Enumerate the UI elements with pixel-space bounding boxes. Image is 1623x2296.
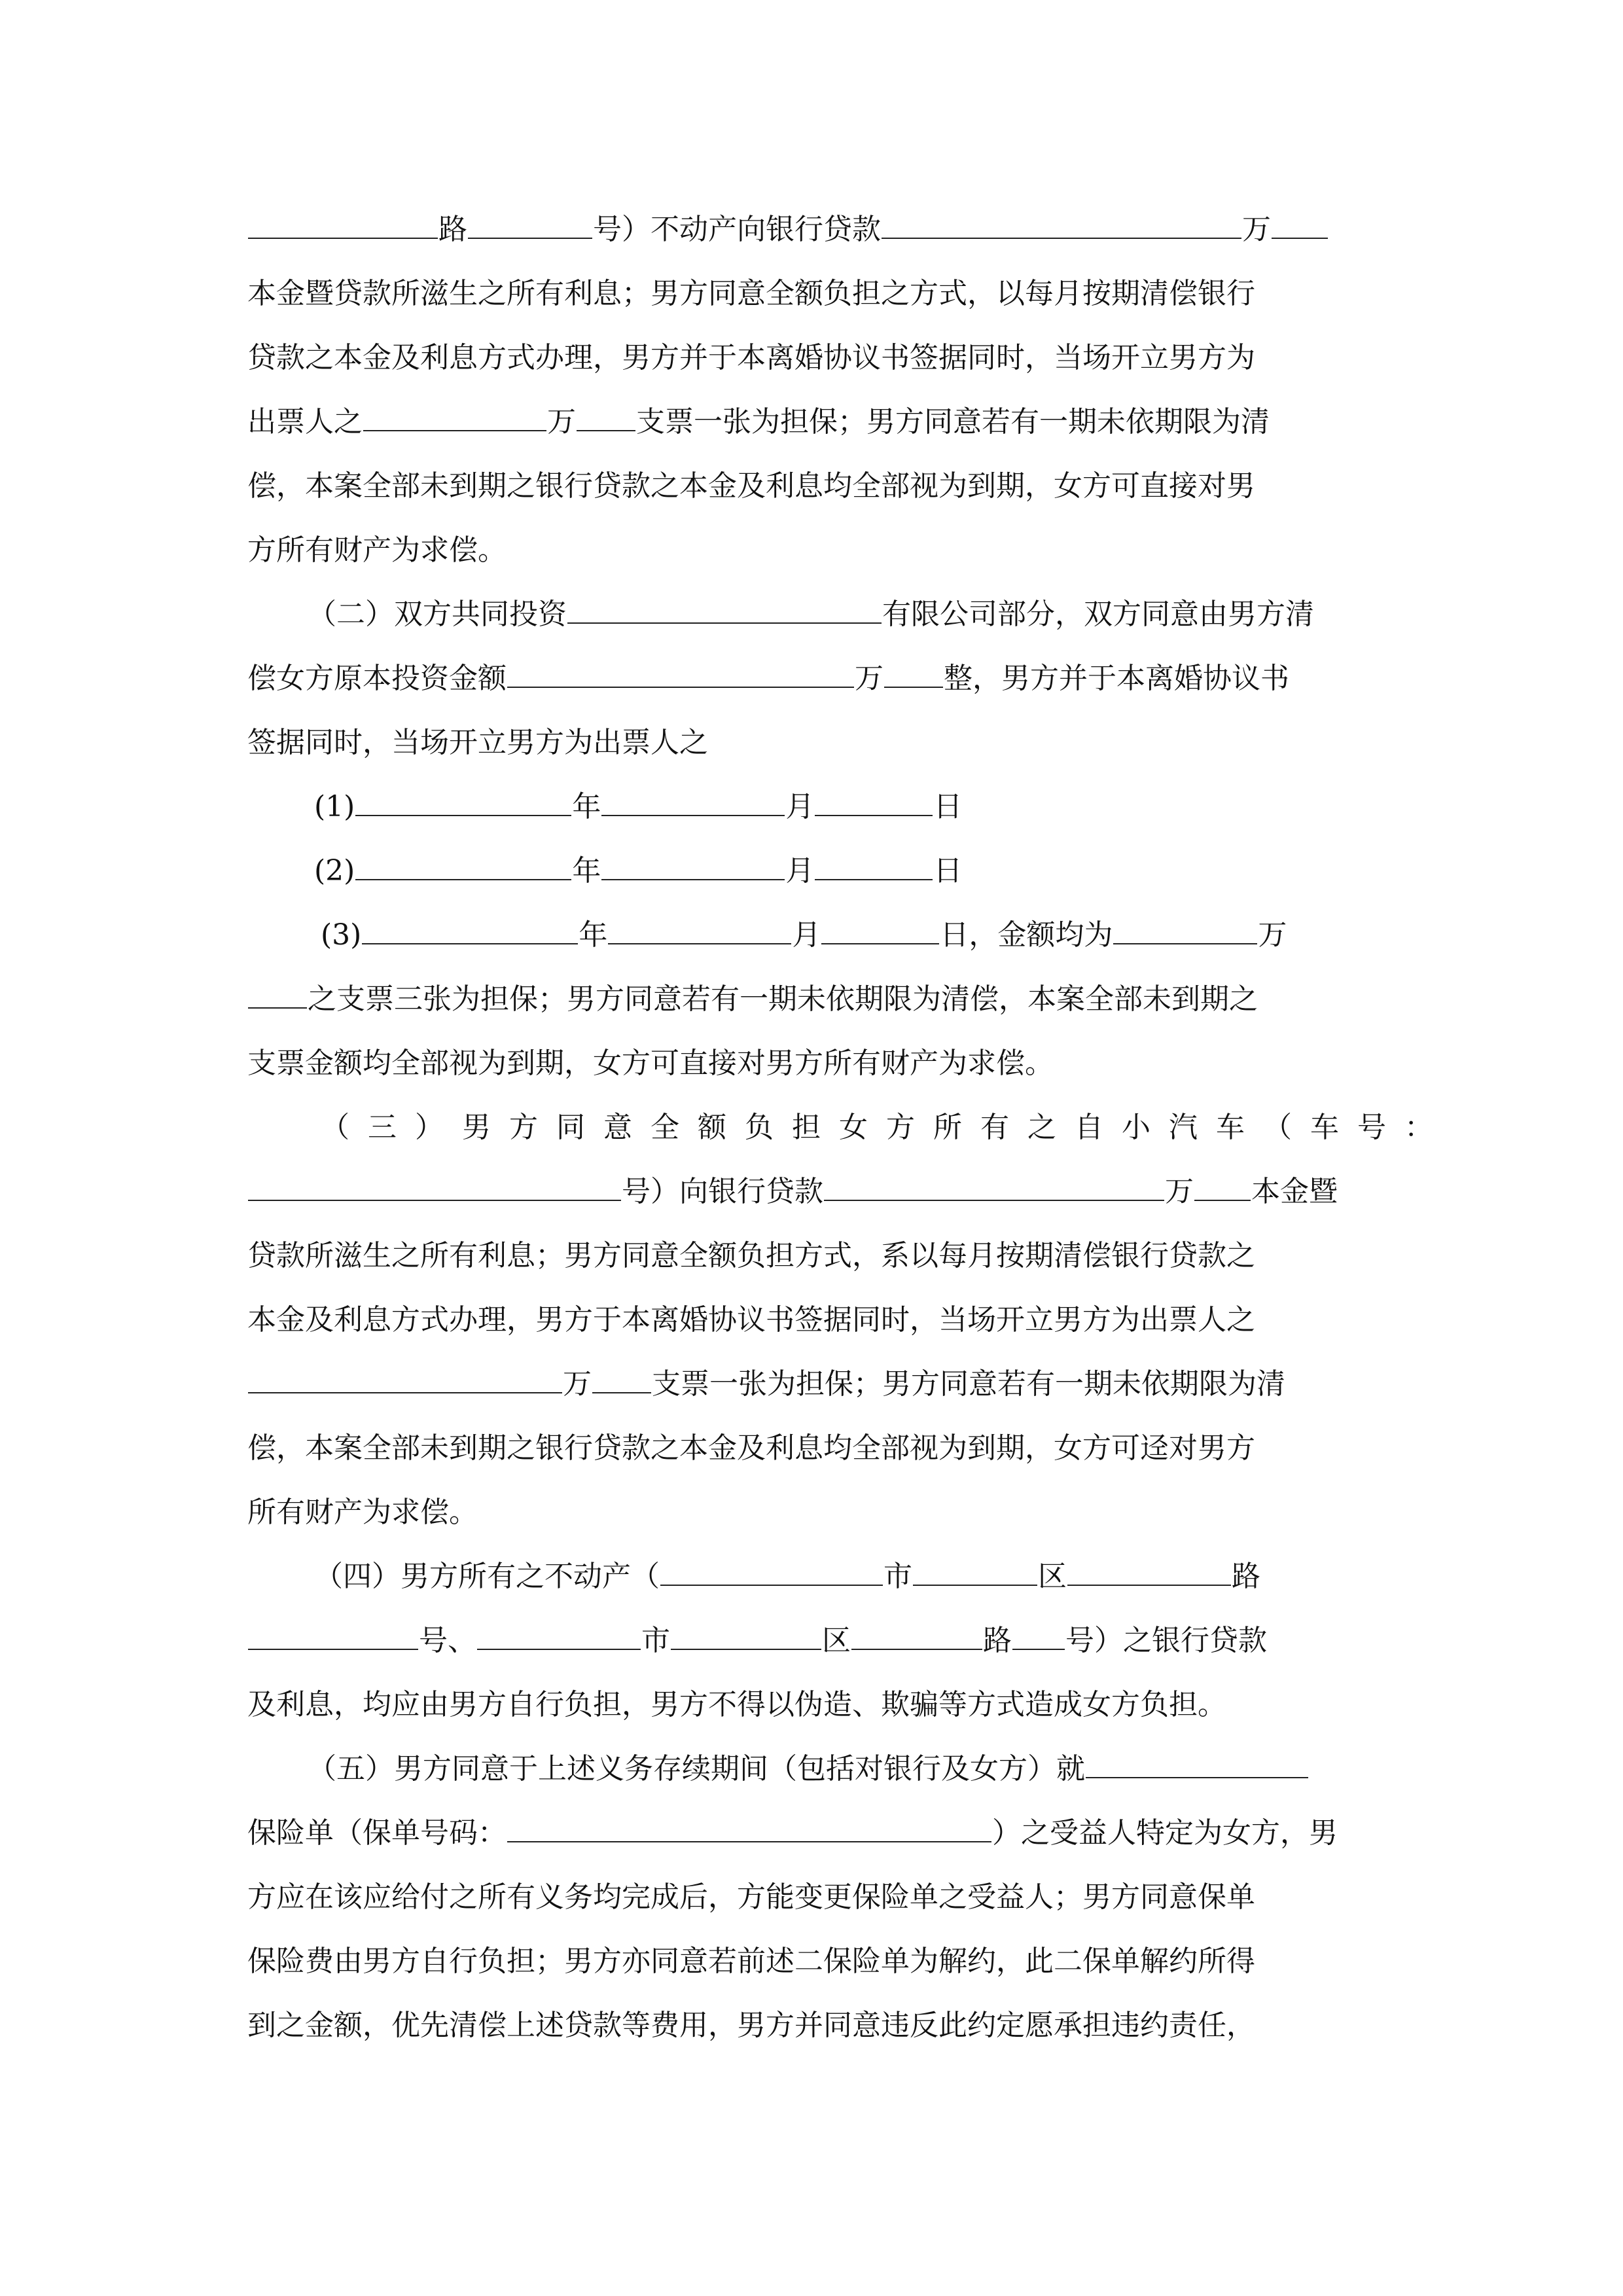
- fill-blank: [507, 1812, 991, 1842]
- fill-blank: [567, 594, 882, 624]
- fill-blank: [660, 1556, 883, 1586]
- text-line: 万 支票一张为担保；男方同意若有一期未依期限为清: [247, 1352, 1380, 1416]
- text-line: 本金及利息方式办理，男方于本离婚协议书签据同时，当场开立男方为出票人之: [247, 1303, 1255, 1336]
- fill-blank: [1086, 1748, 1308, 1778]
- fill-blank: [601, 786, 785, 816]
- fill-blank: [1194, 1171, 1251, 1201]
- fill-blank: [1272, 209, 1328, 239]
- fill-blank: [248, 209, 438, 239]
- text-line: (3) 年 月 日，金额均为 万: [321, 903, 1381, 967]
- text-line: 贷款所滋生之所有利息；男方同意全额负担方式，系以每月按期清偿银行贷款之: [247, 1239, 1255, 1272]
- fill-blank: [1113, 914, 1257, 944]
- fill-blank: [608, 914, 791, 944]
- fill-blank: [355, 850, 571, 880]
- text-line: 贷款之本金及利息方式办理，男方并于本离婚协议书签据同时，当场开立男方为: [247, 341, 1255, 374]
- fill-blank: [477, 1620, 641, 1650]
- fill-blank: [824, 1171, 1164, 1201]
- text-line: 所有财产为求偿。: [247, 1496, 478, 1529]
- fill-blank: [882, 209, 1241, 239]
- fill-blank: [248, 1620, 418, 1650]
- text-line: 本金暨贷款所滋生之所有利息；男方同意全额负担之方式，以每月按期清偿银行: [247, 277, 1255, 310]
- text-line: 方所有财产为求偿。: [247, 533, 507, 567]
- text-line: 偿，本案全部未到期之银行贷款之本金及利息均全部视为到期，女方可迳对男方: [247, 1431, 1255, 1465]
- fill-blank: [851, 1620, 982, 1650]
- fill-blank: [363, 401, 546, 431]
- text-line: （二）双方共同投资 有限公司部分，双方同意由男方清: [308, 583, 1381, 647]
- fill-blank: [601, 850, 785, 880]
- text-line: 号）向银行贷款 万 本金暨: [247, 1160, 1380, 1224]
- text-line: 方应在该应给付之所有义务均完成后，方能变更保险单之受益人；男方同意保单: [247, 1880, 1255, 1914]
- text-line: 偿，本案全部未到期之银行贷款之本金及利息均全部视为到期，女方可直接对男: [247, 469, 1255, 503]
- text-line: 到之金额，优先清偿上述贷款等费用，男方并同意违反此约定愿承担违约责任，: [247, 2009, 1255, 2042]
- fill-blank: [468, 209, 592, 239]
- text-line: 及利息，均应由男方自行负担，男方不得以伪造、欺骗等方式造成女方负担。: [247, 1688, 1226, 1721]
- text-line: 偿女方原本投资金额 万 整，男方并于本离婚协议书: [247, 647, 1380, 711]
- text-line: 号、 市 区 路 号）之银行贷款: [247, 1609, 1380, 1673]
- fill-blank: [884, 658, 943, 688]
- text-line: 签据同时，当场开立男方为出票人之: [247, 726, 708, 759]
- text-line: 保险费由男方自行负担；男方亦同意若前述二保险单为解约，此二保单解约所得: [247, 1945, 1255, 1978]
- text-line: 路 号）不动产向银行贷款 万: [247, 198, 1380, 262]
- text-line: （四）男方所有之不动产（ 市 区 路: [314, 1545, 1381, 1609]
- fill-blank: [248, 1171, 621, 1201]
- fill-blank: [815, 850, 933, 880]
- fill-blank: [248, 978, 307, 1009]
- text-line: （三）男方同意全额负担女方所有之自小汽车（车号：: [321, 1111, 1452, 1144]
- fill-blank: [248, 1363, 562, 1393]
- fill-blank: [592, 1363, 651, 1393]
- fill-blank: [1067, 1556, 1231, 1586]
- text-line: 保险单（保单号码： ）之受益人特定为女方，男: [247, 1801, 1380, 1865]
- fill-blank: [671, 1620, 821, 1650]
- text-line: 出票人之 万 支票一张为担保；男方同意若有一期未依期限为清: [247, 390, 1380, 454]
- fill-blank: [507, 658, 854, 688]
- fill-blank: [815, 786, 933, 816]
- fill-blank: [1012, 1620, 1065, 1650]
- fill-blank: [821, 914, 939, 944]
- text-line: (2) 年 月 日: [314, 839, 1374, 903]
- text-line: 之支票三张为担保；男方同意若有一期未依期限为清偿，本案全部未到期之: [247, 967, 1380, 1031]
- text-line: （五）男方同意于上述义务存续期间（包括对银行及女方）就: [308, 1737, 1381, 1801]
- fill-blank: [913, 1556, 1037, 1586]
- text-line: 支票金额均全部视为到期，女方可直接对男方所有财产为求偿。: [247, 1047, 1054, 1080]
- fill-blank: [577, 401, 635, 431]
- fill-blank: [362, 914, 578, 944]
- fill-blank: [355, 786, 571, 816]
- text-line: (1) 年 月 日: [314, 775, 1374, 839]
